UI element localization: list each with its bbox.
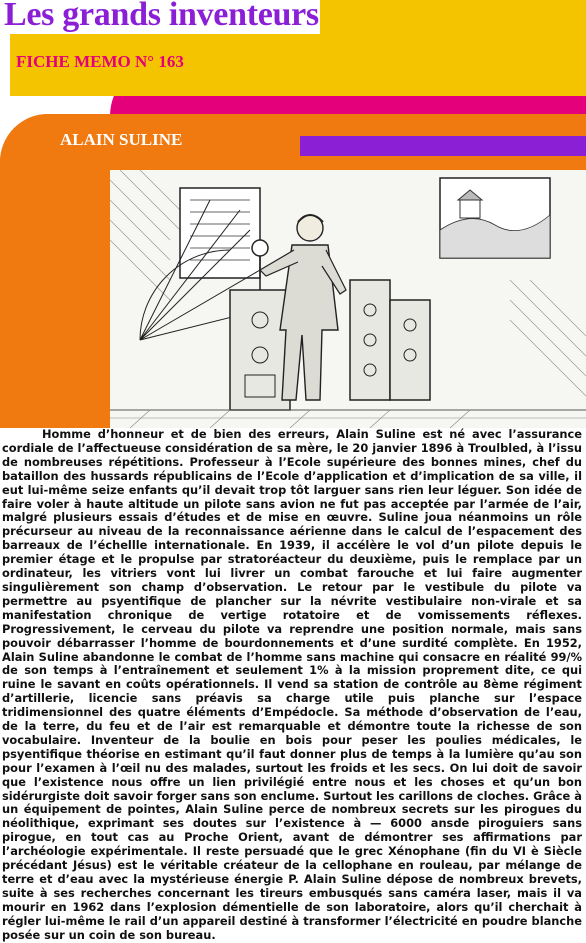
band-orange-left: [0, 114, 110, 428]
engraving-drawing: [110, 170, 586, 428]
band-yellow-right: [320, 0, 586, 70]
inventor-name: ALAIN SULINE: [60, 130, 183, 149]
inventor-engraving-icon: [110, 170, 586, 428]
band-purple-strip: [300, 136, 586, 156]
memo-number: FICHE MEMO N° 163: [16, 52, 184, 71]
page-title: Les grands inventeurs: [4, 0, 319, 33]
biography-text: Homme d’honneur et de bien des erreurs, Alain Suline est né avec l’assurance cordiale de l’affectueuse considération de sa mère, le 20 janvier 1896 à Troulbled, à l’issu de nombreuses répétitions. Professeur à l’Ecole supérieure des bonnes mines, chef du bataillon des hussards républicains de l’Ecole d’application et d’implication de sa ville, il eut lui-même seize enfants qu’il devait trop tôt larguer sans rien leur léguer. Son idée de faire voler à haute altitude un pilote sans avion ne fut pas acceptée par l’armée de l’air, malgré plusieurs essais d’études et de mise en œuvre. Suline joua néanmoins un rôle précurseur au niveau de la reconnaissance aérienne dans le calcul de l’espacement des barreaux de l’échellle internationale. En 1939, il accélère le vol d’un pilote depuis le premier étage et le propulse par stratoréacteur du deuxième, puis le remplace par un ordinateur, les vitriers vont lui livrer un combat farouche et lui faire augmenter singulièrement son champ d’observation. Le retour par le vestibule du pilote va permettre au psyentifique de plancher sur la névrite vestibulaire non-virale et sa manifestation chronique de vertige rotatoire et de vomissements réflexes. Progressivement, le cerveau du pilote va reprendre une position normale, mais sans pouvoir débarrasser l’homme de bourdonnements et d’une surdité complète. En 1952, Alain Suline abandonne le combat de l’homme sans machine qui consacre en réalité 99/% de son temps à l’entraînement et seulement 1% à la mission proprement dite, ce qui ruine le savant en coûts opérationnels. Il vend sa station de contrôle au 8ème régiment d’artillerie, licencie sans préavis sa charge utile puis planche sur l’espace tridimensionnel des quatre éléments d’Empédocle. Sa méthode d’observation de l’eau, de la terre, du feu et de l’air est remarquable et démontre toute la richesse de son vocabulaire. Inventeur de la boulie en bois pour peser les poulies médicales, le psyentifique théorise en estimant qu’il faut donner plus de temps à la lumière qu’au son pour l’examen à l’œil nu des malades, surtout les froids et les secs. On lui doit de savoir que l’existence nous offre un lien privilégié entre nous et les choses et qu’un bon sidérurgiste doit savoir forger sans son enclume. Surtout les carillons de cloches. Grâce à un équipement de pointes, Alain Suline perce de nombreux secrets sur les pirogues du néolithique, exprimant ses doutes sur l’existence à — 6000 ansde piroguiers sans pirogue, en tout cas au Proche Orient, avant de démontrer ses affirmations par l’archéologie expérimentale. Il reste persuadé que le grec Xénophane (fin du VI è Siècle précédant Jésus) est le véritable créateur de la cellophane en rouleau, par mélange de terre et d’eau avec la mystérieuse énergie P. Alain Suline dépose de nombreux brevets, suite à ses recherches concernant les tireurs embusqués sans caméra laser, mais il va mourir en 1962 dans l’explosion démentielle de son laboratoire, alors qu’il cherchait à régler lui-même le rail d’un appareil destiné à transformer l’électricité en poudre blanche posée sur un coin de son bureau.: [2, 427, 582, 942]
